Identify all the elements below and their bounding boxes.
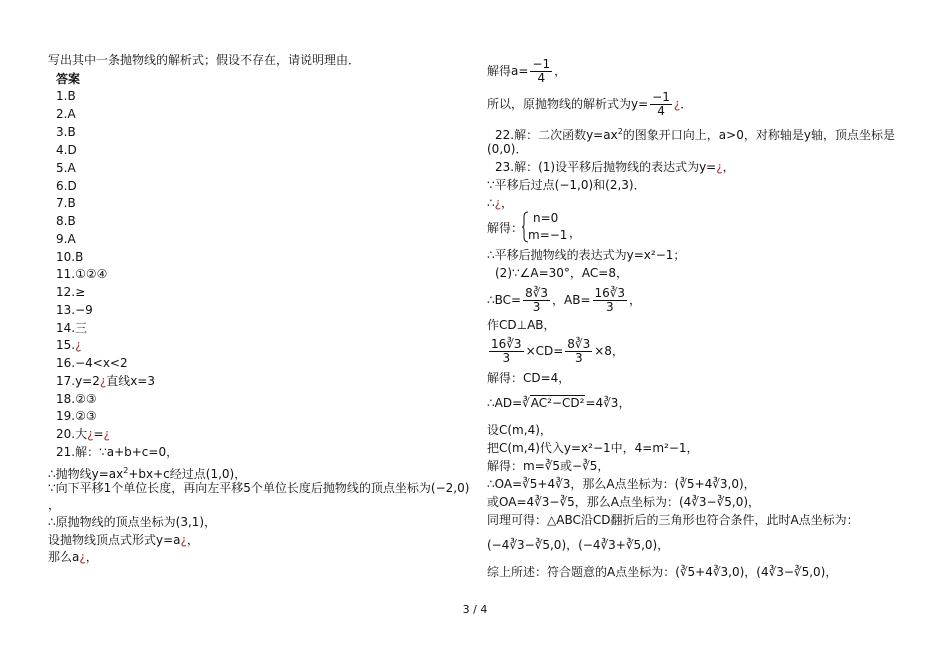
intro-text: 写出其中一条抛物线的解析式；假设不存在，请说明理由． [48,53,361,67]
fraction-ab-num: 16∛3 [594,286,626,300]
part-2-given: (2)∵∠A=30°，AC=8， [495,266,628,280]
answer-15-glyph: ¿ [75,338,82,352]
oa-case-1: ∴OA=∛5+4∛3，那么A点坐标为：(∛5+4∛3,0)， [487,477,756,491]
answer-5: 5.A [56,161,76,175]
flip-case-line: 同理可得：△ABC沿CD翻折后的三角形也符合条件，此时A点坐标为： [487,513,859,527]
ab-suffix: ， [629,293,642,307]
answer-20 [56,427,110,442]
substitute-c-line: 把C(m,4)代入y=x²−1中，4=m²−1， [487,441,699,455]
answer-20-glyph-1: ¿ [87,427,94,441]
answers-title: 答案 [56,72,81,86]
ab-mid: ，AB= [552,293,591,307]
answer-7: 7.B [56,196,76,210]
system-eq-2: m=−1 [528,228,568,242]
answer-17-glyph: ¿ [99,374,107,388]
solution-21-line-3: ∵向下平移1个单位长度，再向左平移5个单位长度后抛物线的顶点坐标为(−2,0) [48,481,470,495]
solution-22-part-2: 的图象开口向上，a>0，对称轴是y轴，顶点坐标是 [622,128,895,142]
answer-14: 14.三 [56,321,88,335]
fraction-ab-den: 3 [605,300,614,314]
answer-20-mid: = [93,427,104,441]
answer-17-prefix: 17.y=2 [56,374,100,388]
solution-22-line-2: (0,0)． [487,142,528,156]
solution-21-line-2 [48,463,246,482]
answer-17 [56,374,155,389]
fraction-a-num: −1 [532,57,551,71]
fraction-y-num: −1 [652,90,670,104]
answer-12: 12.≥ [56,285,86,299]
answer-1: 1.B [56,89,76,103]
solution-21-line-7-prefix: 那么a [48,550,80,564]
answer-15-prefix: 15. [56,338,76,352]
solution-21-line-2-suffix: +bx+c经过点(1,0)， [128,467,247,481]
answer-4: 4.D [56,143,77,157]
answer-19: 19.②③ [56,409,97,423]
answer-20-glyph-2: ¿ [103,427,110,441]
fraction-eq-1-num: 16∛3 [491,337,522,351]
summary-line: 综上所述：符合题意的A点坐标为：(∛5+4∛3,0)，(4∛3−∛5,0)， [487,565,838,579]
solution-21-line-7-suffix: ， [85,550,98,564]
fraction-bc-den: 3 [532,300,541,314]
fraction-eq-1-den: 3 [502,351,511,365]
bc-prefix: ∴BC= [487,293,522,307]
right-line-1-prefix: 解得a= [487,64,529,78]
fraction-eq-2-num: 8∛3 [567,337,591,351]
solution-21-line-5: ∴原抛物线的顶点坐标为(3,1)， [48,515,217,529]
solution-23-line-3-glyph: ¿ [494,196,502,210]
solution-22-exponent: 2 [617,127,623,136]
ad-prefix: ∴AD=∛ [487,396,530,410]
solution-21-line-6 [48,533,199,548]
solution-21-line-6-suffix: ， [186,533,199,547]
answer-18: 18.②③ [56,392,97,406]
ad-line [487,396,630,411]
solve-label: 解得： [487,221,524,235]
right-line-2-prefix: 所以，原抛物线的解析式为y= [487,97,649,111]
solution-21-exponent: 2 [123,466,129,475]
solution-23-line-1-suffix: ， [722,160,735,174]
solution-23-line-3-suffix: ， [501,196,514,210]
answer-15 [56,338,81,353]
answer-2: 2.A [56,107,76,121]
right-line-2 [487,91,692,118]
oa-case-2: 或OA=4∛3−∛5，那么A点坐标为：(4∛3−∛5,0)， [487,495,761,509]
answer-13: 13.−9 [56,303,93,317]
answer-17-suffix: 直线x=3 [106,374,156,388]
answer-16: 16.−4<x<2 [56,356,128,370]
answer-3: 3.B [56,125,76,139]
fraction-eq-2-den: 3 [574,351,583,365]
bc-ab-line [487,285,641,315]
m-result-line: 解得：m=∛5或−∛5， [487,459,610,473]
solution-23-line-1 [495,160,735,175]
answer-6: 6.D [56,179,77,193]
solution-22-part-1: 22.解：二次函数y=ax [495,128,618,142]
area-equation-suffix: ×8， [594,344,624,358]
right-line-1 [487,58,566,85]
solution-23-line-3-prefix: ∴ [487,196,495,210]
ad-radicand: AC²−CD² [530,396,585,410]
solution-21-line-6-prefix: 设抛物线顶点式形式y=a [48,533,181,547]
solution-23-line-3 [487,196,513,211]
solution-23-line-1-glyph: ¿ [716,160,723,174]
solution-21-line-7 [48,550,98,565]
page-number: 3 / 4 [462,603,488,616]
fraction-y-den: 4 [657,104,665,118]
solution-21-line-6-glyph: ¿ [180,533,187,547]
solution-22-line-1 [495,124,895,143]
fraction-eq-1 [489,338,524,365]
set-c-line: 设C(m,4)， [487,423,552,437]
fraction-a-den: 4 [537,71,546,85]
area-equation-mid: ×CD= [525,344,564,358]
flip-coordinates: (−4∛3−∛5,0)，(−4∛3+∛5,0)， [487,538,670,552]
system-suffix: ， [569,226,582,240]
answer-11: 11.①②④ [56,267,108,281]
solution-21-line-2-prefix: ∴抛物线y=ax [48,467,124,481]
fraction-bc-num: 8∛3 [525,286,549,300]
answer-8: 8.B [56,214,76,228]
fraction-bc [523,287,550,314]
cd-perpendicular: 作CD⊥AB， [487,318,556,332]
ad-suffix: =4∛3， [585,396,631,410]
system-eq-1: n=0 [533,211,559,225]
solution-23-line-1-prefix: 23.解：(1)设平移后抛物线的表达式为y= [495,160,717,174]
answer-20-prefix: 20.大 [56,427,88,441]
solution-23-line-2: ∵平移后过点(−1,0)和(2,3)． [487,178,646,192]
answer-9: 9.A [56,232,76,246]
solution-21-line-1: 21.解：∵a+b+c=0， [56,445,179,459]
fraction-eq-2 [565,338,592,365]
right-line-2-suffix: ． [680,97,693,111]
answer-10: 10.B [56,250,84,264]
solution-21-line-7-glyph: ¿ [79,550,86,564]
area-equation [487,336,624,366]
cd-result: 解得：CD=4， [487,371,571,385]
fraction-ab [593,287,628,314]
right-line-1-suffix: ， [554,64,567,78]
right-line-2-glyph: ¿ [673,97,681,111]
translated-expression: ∴平移后抛物线的表达式为y=x²−1； [487,248,686,262]
solution-21-line-4: ， [48,498,61,512]
fraction-y [650,91,672,118]
fraction-a [530,58,552,85]
